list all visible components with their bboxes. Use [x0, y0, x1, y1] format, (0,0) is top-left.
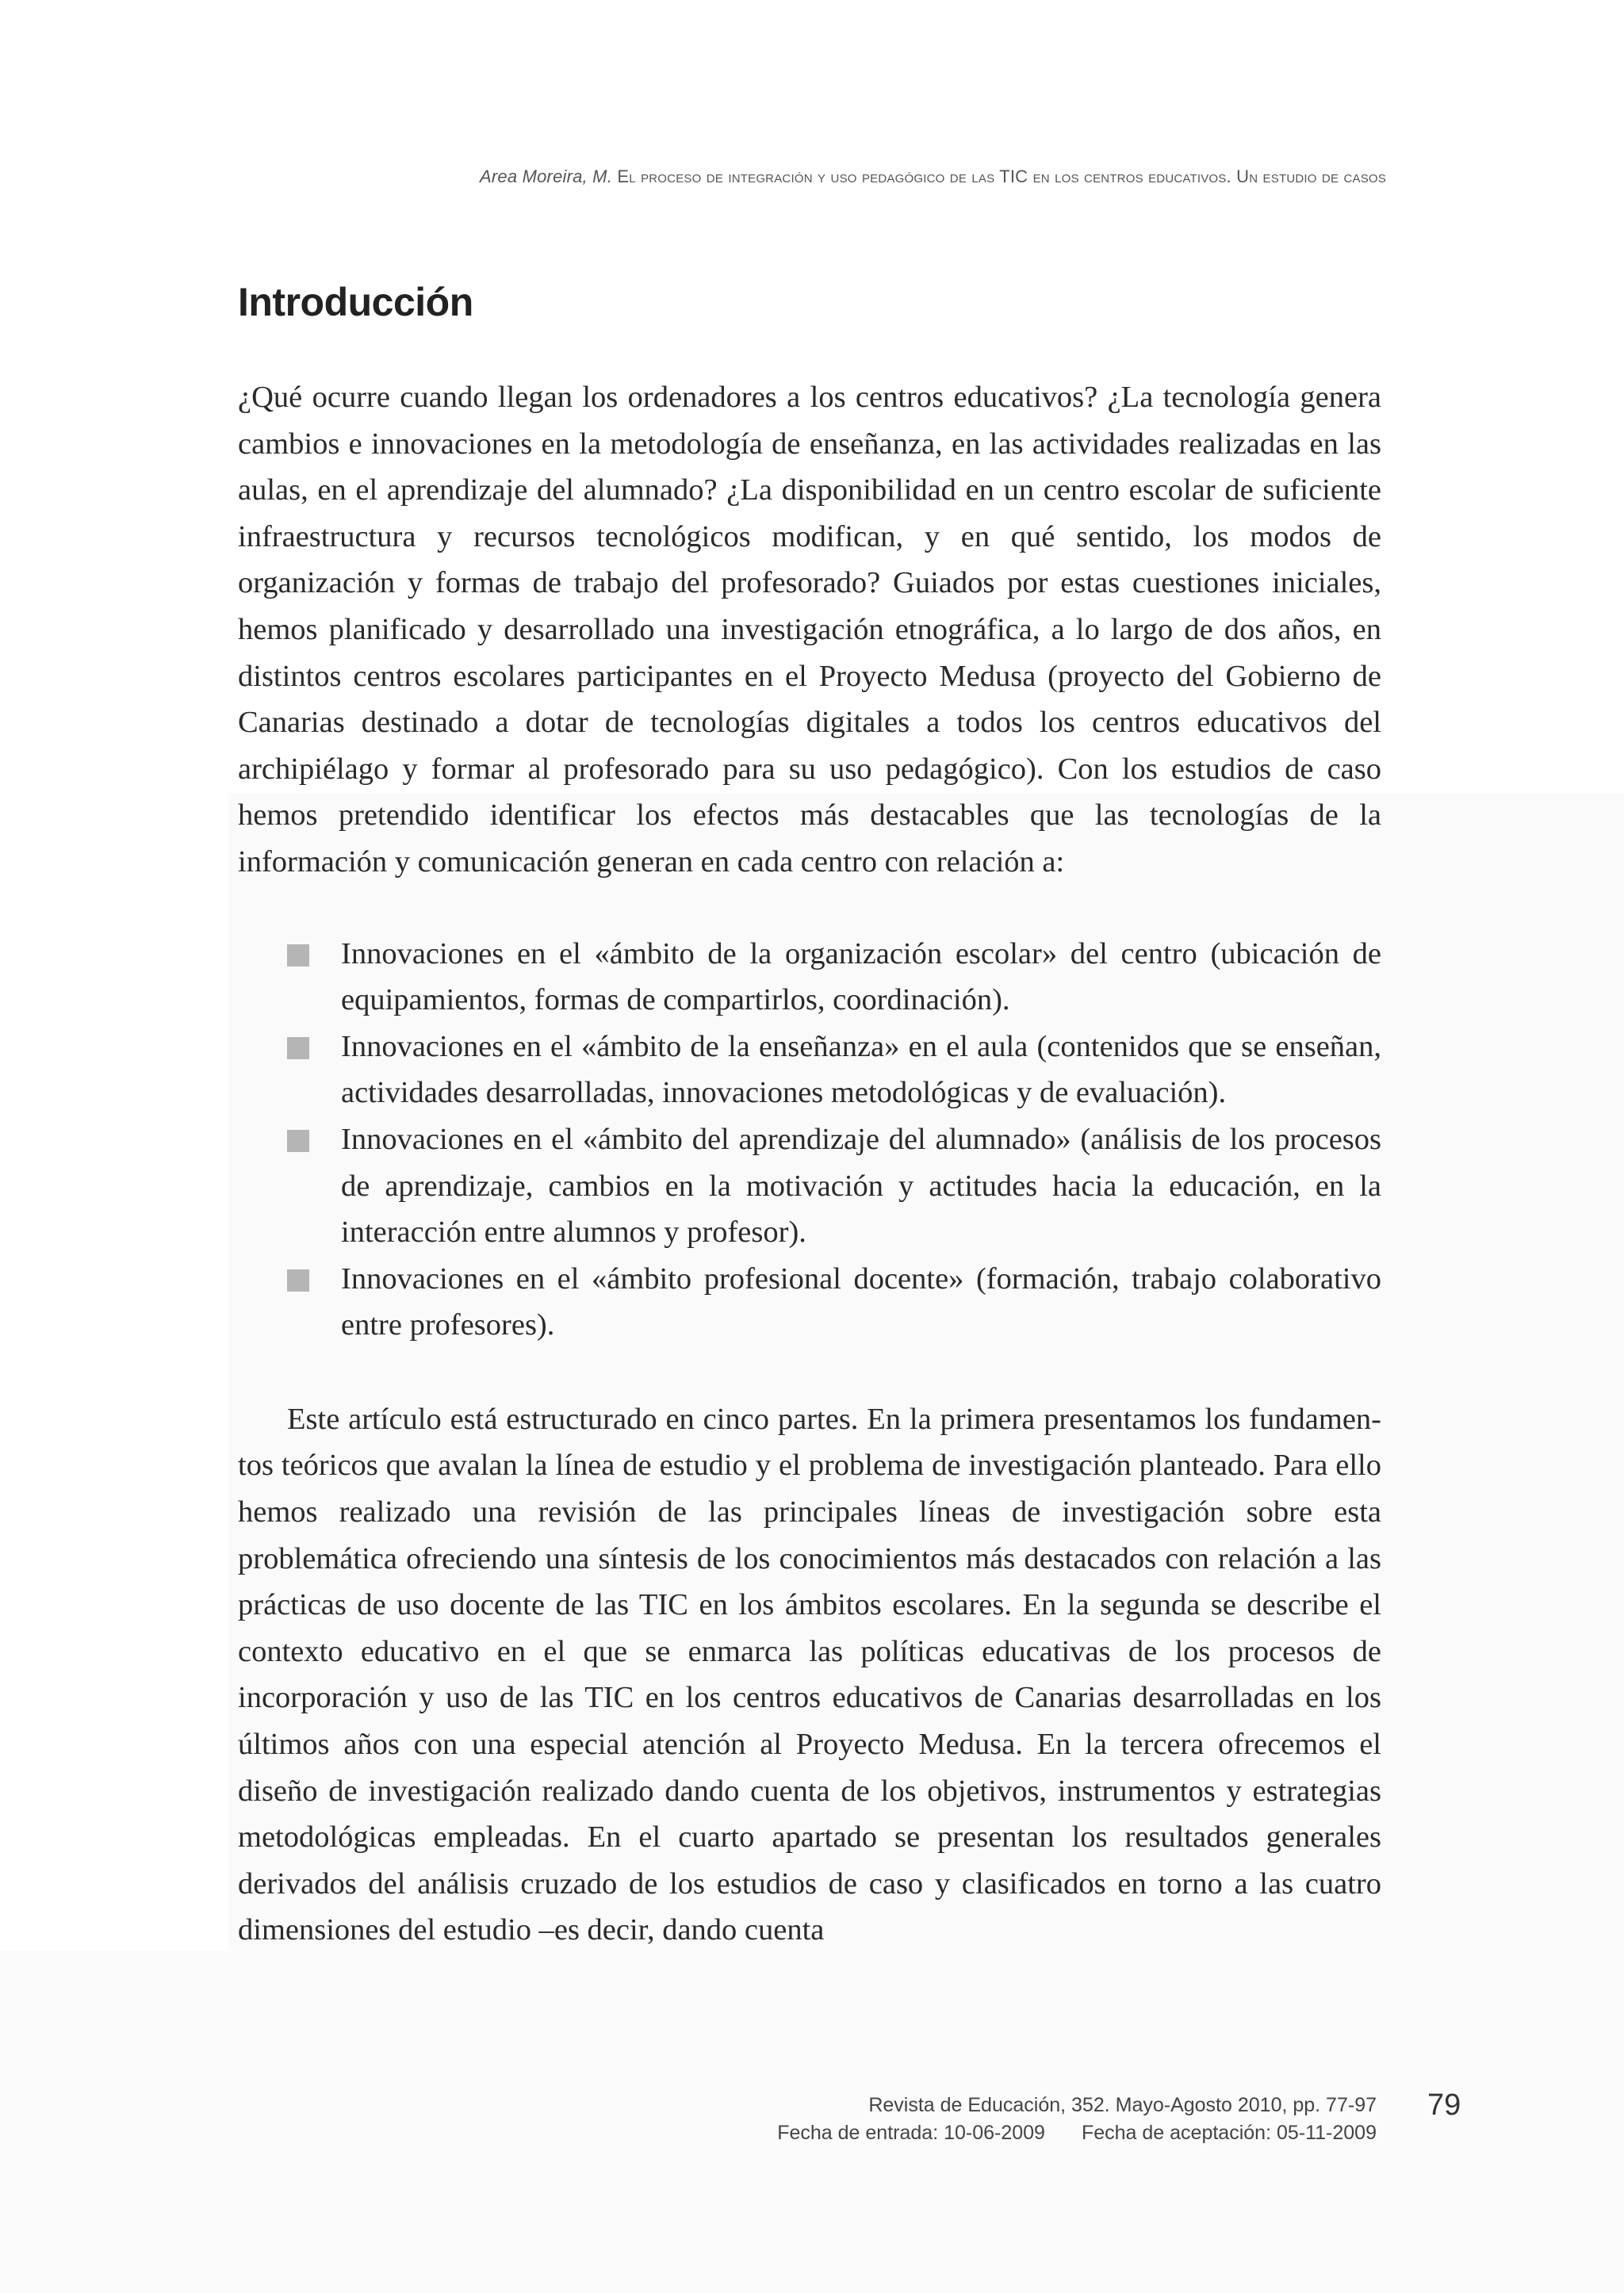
list-item: [238, 931, 1381, 1024]
received-date: Fecha de entrada: 10-06-2009: [777, 2122, 1045, 2144]
list-item-text: Innovaciones en el «ámbito de la enseñanza» en el aula (contenidos que se enseñan, actividades desarrolladas, innovaciones metodológicas y de evaluación).: [341, 1029, 1381, 1110]
footer: [777, 2092, 1377, 2147]
article-body: [238, 374, 1381, 1954]
square-bullet-icon: [287, 1130, 309, 1152]
list-item: [238, 1256, 1381, 1349]
accepted-date: Fecha de aceptación: 05-11-2009: [1081, 2122, 1377, 2144]
intro-paragraph: ¿Qué ocurre cuando llegan los ordenadores a los centros educativos? ¿La tecnología genera cambios e innovaciones en la metodología de enseñanza, en las actividades realizadas en las aulas, en el aprendizaje del alumnado? ¿La disponibilidad en un centro escolar de suficiente infraestructura y recursos tecnológicos modifican, y en qué sentido, los modos de organización y formas de trabajo del profesorado? Guiados por estas cuestiones iniciales, hemos planificado y desarrollado una investigación etnográfica, a lo largo de dos años, en distintos centros escolares participantes en el Proyecto Medusa (proyecto del Gobierno de Canarias destinado a dotar de tecnologías digitales a todos los centros educativos del archipiélago y formar al profesorado para su uso pedagógico). Con los estudios de caso hemos pretendido identificar los efectos más destacables que las tecnologías de la información y comunicación generan en cada centro con relación a:: [238, 381, 1381, 879]
structure-paragraph: Este artículo está estructurado en cinco partes. En la primera presentamos los fundamentos teóricos que avalan la línea de estudio y el problema de investigación planteado. Para ello hemos realizado una revisión de las principales líneas de investigación sobre esta problemática ofreciendo una síntesis de los conocimientos más destacados con relación a las prácticas de uso docente de las TIC en los ámbitos escolares. En la segunda se describe el contexto educativo en el que se enmarca las políticas educativas de los procesos de incorporación y uso de las TIC en los centros educativos de Canarias desarrolladas en los últimos años con una especial atención al Proyecto Medusa. En la tercera ofrecemos el diseño de investigación realizado dando cuenta de los objetivos, instrumentos y estrategias metodológicas empleadas. En el cuarto apartado se presentan los resultados generales derivados del análisis cruzado de los estudios de caso y clasificados en torno a las cuatro dimensiones del estudio –es decir, dando cuenta: [238, 1402, 1381, 1947]
square-bullet-icon: [287, 1037, 309, 1059]
running-head-title: El proceso de integración y uso pedagógico de las TIC en los centros educativos. Un estudio de casos: [617, 167, 1386, 186]
list-item-text: Innovaciones en el «ámbito del aprendizaje del alumnado» (análisis de los procesos de aprendizaje, cambios en la motivación y actitudes hacia la educación, en la interacción entre alumnos y profesor).: [341, 1122, 1381, 1250]
running-head-author: Area Moreira, M.: [480, 167, 613, 186]
footer-dates: [777, 2119, 1377, 2147]
square-bullet-icon: [287, 944, 309, 967]
journal-citation: Revista de Educación, 352. Mayo-Agosto 2010, pp. 77-97: [868, 2094, 1377, 2116]
section-title: Introducción: [238, 280, 473, 324]
running-head: [480, 167, 1386, 187]
innovation-list: [238, 931, 1381, 1349]
list-item: [238, 1116, 1381, 1256]
square-bullet-icon: [287, 1269, 309, 1292]
list-item: [238, 1024, 1381, 1116]
page-number: 79: [1427, 2088, 1461, 2122]
list-item-text: Innovaciones en el «ámbito profesional docente» (formación, trabajo colaborativo entre profesores).: [341, 1261, 1381, 1342]
list-item-text: Innovaciones en el «ámbito de la organización escolar» del centro (ubicación de equipamientos, formas de compartirlos, coordinación).: [341, 936, 1381, 1017]
